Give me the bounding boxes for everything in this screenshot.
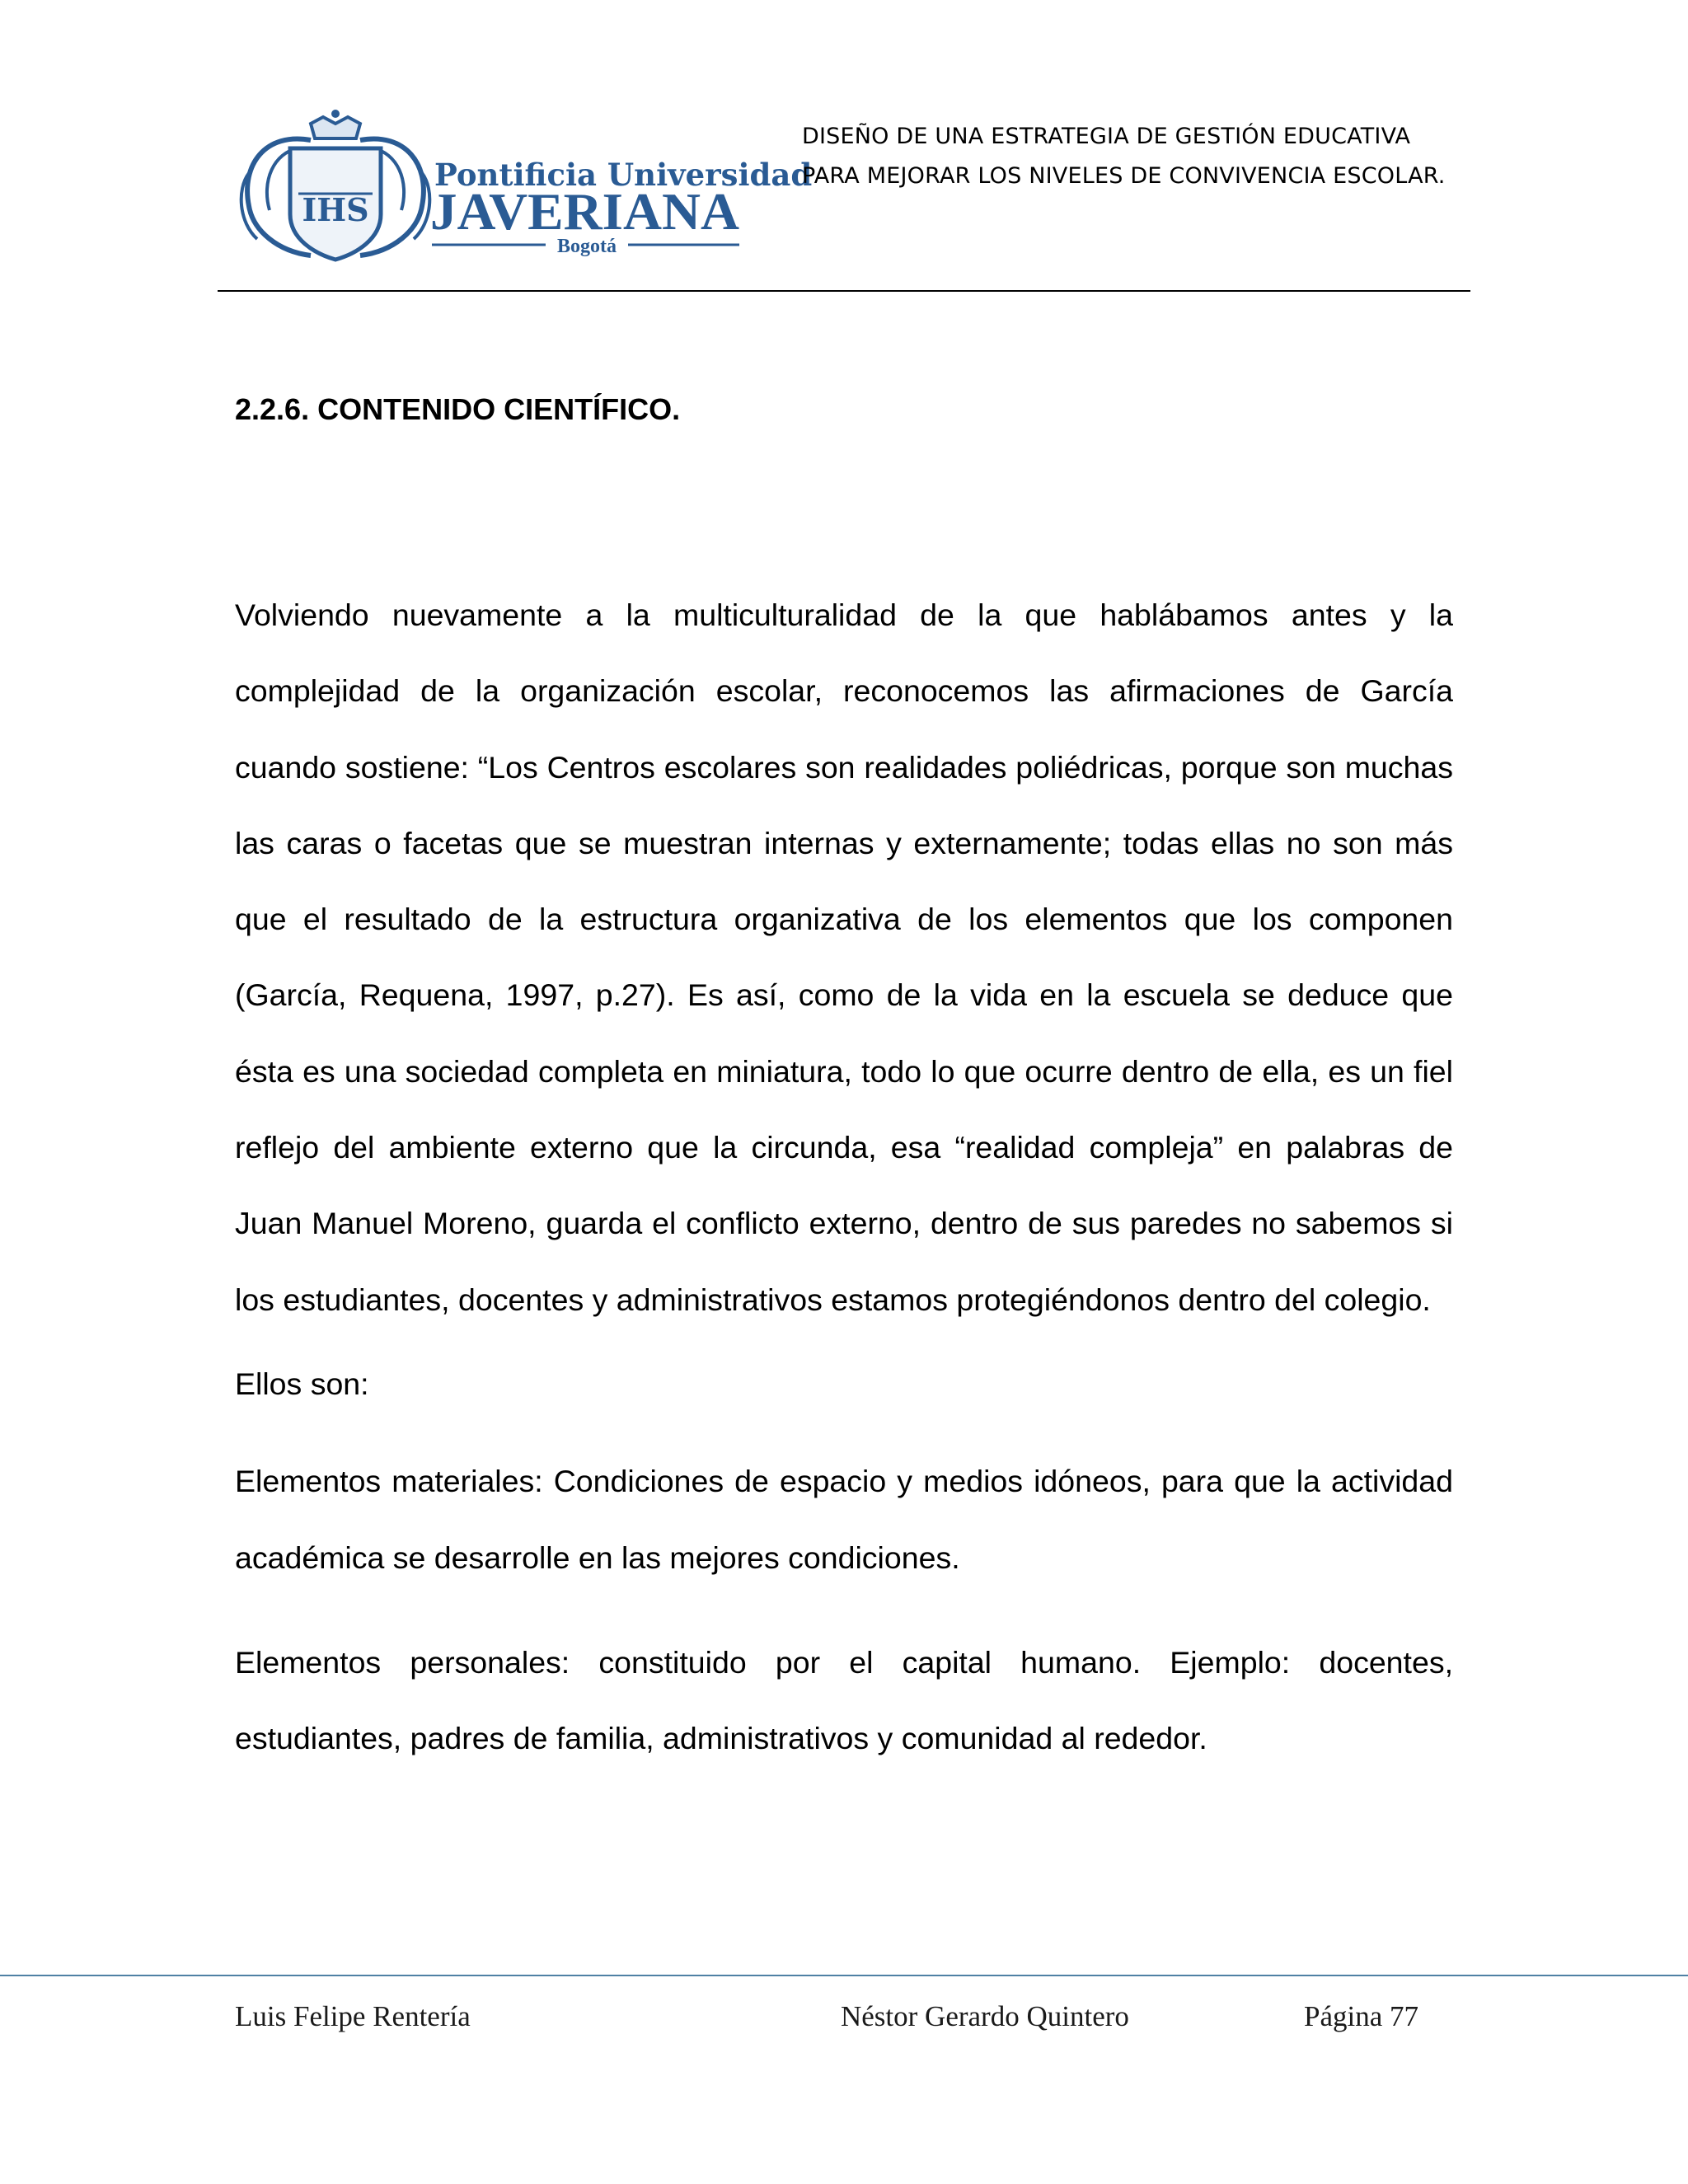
university-logo <box>232 115 813 264</box>
footer-divider <box>0 1975 1688 1976</box>
running-title-line2: PARA MEJORAR LOS NIVELES DE CONVIVENCIA ESCOLAR. <box>802 163 1446 189</box>
paragraph-intro: Volviendo nuevamente a la multiculturalidad de la que hablábamos antes y la complejidad de la organización escolar, reconocemos las afirmaciones de García cuando sostiene: “Los Centros escolares son realidades poliédricas, porque son muchas las caras o facetas que se muestran internas y externamente; todas ellas no son más que el resultado de la estructura organizativa de los elementos que los componen (García, Requena, 1997, p.27). Es así, como de la vida en la escuela se deduce que ésta es una sociedad completa en miniatura, todo lo que ocurre dentro de ella, es un fiel reflejo del ambiente externo que la circunda, esa “realidad compleja” en palabras de Juan Manuel Moreno, guarda el conflicto externo, dentro de sus paredes no sabemos si los estudiantes, docentes y administrativos estamos protegiéndonos dentro del colegio. <box>235 598 1453 1317</box>
shield-text: IHS <box>302 191 369 228</box>
footer-author-1: Luis Felipe Rentería <box>235 2000 471 2032</box>
document-running-title <box>802 117 1544 196</box>
page-number: Página 77 <box>1304 2000 1419 2032</box>
coat-of-arms-icon <box>241 110 430 260</box>
footer-author-2: Néstor Gerardo Quintero <box>841 2000 1129 2032</box>
logo-line3: Bogotá <box>557 236 617 257</box>
header-divider <box>218 290 1470 292</box>
paragraph-elementos-personales: Elementos personales: constituido por el capital humano. Ejemplo: docentes, estudiantes, padres de familia, administrativos y comunidad al rededor. <box>235 1644 1453 1756</box>
running-title-line1: DISEÑO DE UNA ESTRATEGIA DE GESTIÓN EDUCATIVA <box>802 124 1411 149</box>
section-body <box>235 577 1453 1776</box>
paragraph-elementos-materiales: Elementos materiales: Condiciones de espacio y medios idóneos, para que la actividad académica se desarrolle en las mejores condiciones. <box>235 1464 1453 1575</box>
section-heading: 2.2.6. CONTENIDO CIENTÍFICO. <box>235 392 681 426</box>
logo-line2: JAVERIANA <box>430 182 739 241</box>
paragraph-ellos-son: Ellos son: <box>235 1366 369 1401</box>
logo-line1: Pontificia Universidad <box>434 157 813 193</box>
